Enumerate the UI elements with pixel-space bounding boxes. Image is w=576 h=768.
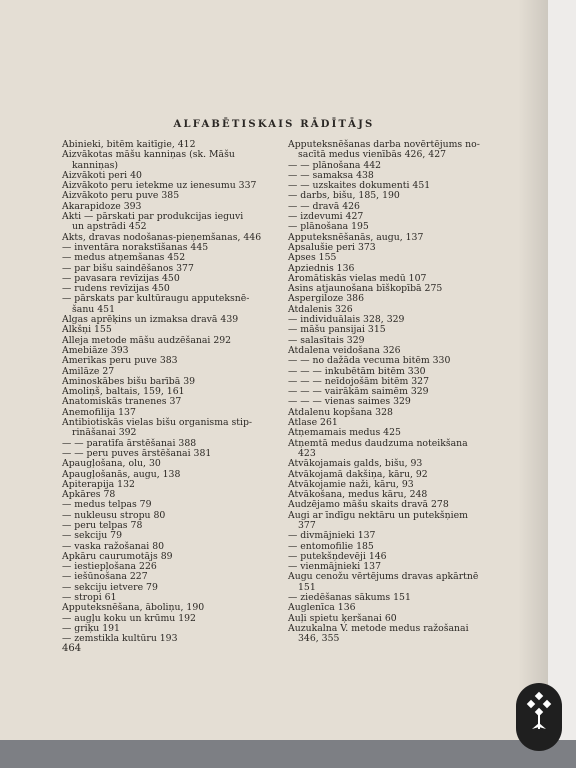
index-entry: 346, 355 — [298, 633, 340, 645]
index-entry: Amoliņš, baltais, 159, 161 — [62, 386, 185, 398]
index-entry: Atlase 261 — [288, 417, 338, 429]
index-entry: — — no dažāda vecuma bitēm 330 — [288, 355, 451, 367]
index-entry: — iešūnošana 227 — [62, 571, 148, 583]
index-entry: Apputeksnēšanās, augu, 137 — [288, 231, 424, 243]
index-entry: — nukleusu stropu 80 — [62, 509, 166, 521]
index-entry: — — paratīfa ārstēšanai 388 — [62, 437, 197, 449]
index-entry: — inventāra norakstīšanas 445 — [62, 241, 209, 253]
index-entry: Augu cenožu vērtējums dravas apkārtnē — [288, 571, 479, 583]
index-entry: Algas aprēķins un izmaksa dravā 439 — [62, 314, 239, 326]
index-entry: rināšanai 392 — [72, 427, 137, 439]
index-entry: Aizvākoto peru ietekme uz ienesumu 337 — [62, 180, 257, 192]
index-entry: Apziednis 136 — [288, 262, 355, 274]
index-entry: Anatomiskās tranenes 37 — [62, 396, 182, 408]
index-entry: Aizvākotas māšu kanniņas (sk. Māšu — [62, 149, 235, 161]
index-entry: Antibiotiskās vielas bišu organisma stip- — [62, 417, 253, 429]
index-entry: — salasītais 329 — [288, 334, 365, 346]
index-entry: Atvākošana, medus kāru, 248 — [288, 489, 428, 501]
index-entry: Atņemamais medus 425 — [288, 427, 401, 439]
index-entry: — — — neīdojošām bitēm 327 — [288, 375, 430, 387]
index-entry: — — — vairākām saimēm 329 — [288, 386, 429, 398]
index-entry: — — — inkubētām bitēm 330 — [288, 365, 426, 377]
index-entry: — — peru puves ārstēšanai 381 — [62, 447, 212, 459]
index-entry: — griķu 191 — [62, 622, 120, 634]
index-entry: Abinieki, bitēm kaitīgie, 412 — [62, 139, 196, 150]
index-entry: Atdalenis 326 — [288, 303, 353, 315]
index-entry: Apiterapija 132 — [62, 478, 135, 490]
index-entry: Akts, dravas nodošanas-pieņemšanas, 446 — [62, 231, 262, 243]
index-entry: Apsalušie peri 373 — [288, 241, 376, 253]
index-entry: — izdevumi 427 — [288, 211, 364, 223]
index-entry: — iestiepļošana 226 — [62, 561, 157, 573]
index-entry: Atvākojamā dakšiņa, kāru, 92 — [288, 468, 428, 480]
index-entry: 151 — [298, 581, 316, 593]
index-entry: — entomofilie 185 — [288, 540, 374, 552]
index-entry: Apaugļošana, olu, 30 — [62, 458, 161, 470]
index-entry: — ziedēšanas sākums 151 — [288, 592, 411, 604]
index-entry: Alleja metode māšu audzēšanai 292 — [62, 334, 232, 346]
index-entry: — peru telpas 78 — [62, 519, 143, 531]
index-entry: — putekšņdevēji 146 — [288, 550, 387, 562]
flower-logo-icon — [516, 683, 562, 751]
index-entry: — pārskats par kultūraugu apputeksnē- — [62, 293, 250, 305]
page-number: 464 — [62, 643, 82, 654]
index-entry: Atņemtā medus daudzuma noteikšana — [288, 437, 468, 449]
index-entry: Apaugļošanās, augu, 138 — [62, 468, 181, 480]
index-entry: Aizvākoto peru puve 385 — [62, 190, 180, 202]
index-entry: — par bišu saindēšanos 377 — [62, 262, 194, 274]
index-entry: Apkāru caurumotājs 89 — [62, 550, 173, 562]
index-column-right — [288, 140, 488, 645]
index-entry: Anemofilija 137 — [62, 406, 136, 418]
index-entry: Aminoskābes bišu barībā 39 — [62, 375, 196, 387]
index-column-left — [62, 140, 262, 645]
index-entry: Aromātiskās vielas medū 107 — [288, 272, 427, 284]
index-entry: Asins atjaunošana bīškopībā 275 — [288, 283, 443, 295]
index-entry: — sekciju ietvere 79 — [62, 581, 158, 593]
index-entry: Auļi spietu ķeršanai 60 — [288, 612, 397, 624]
index-entry: — — dravā 426 — [288, 200, 360, 212]
table-surface — [0, 740, 576, 768]
index-entry: — stropi 61 — [62, 592, 117, 604]
index-entry: — — plānošana 442 — [288, 159, 382, 171]
index-entry: — plānošana 195 — [288, 221, 369, 233]
index-entry: Aizvākoti peri 40 — [62, 169, 142, 181]
index-entry: — augļu koku un krūmu 192 — [62, 612, 196, 624]
index-entry: Auglenīca 136 — [288, 602, 356, 614]
index-entry: — medus telpas 79 — [62, 499, 152, 511]
index-entry: — — uzskaites dokumenti 451 — [288, 180, 431, 192]
index-entry: šanu 451 — [72, 303, 115, 315]
index-entry: Auzukalna V. metode medus ražošanai — [288, 622, 469, 634]
index-entry: Apses 155 — [288, 252, 337, 264]
index-entry: Akti — pārskati par produkcijas ieguvi — [62, 211, 244, 223]
index-entry: — rudens revīzijas 450 — [62, 283, 170, 295]
index-entry: Augi ar īndīgu nektāru un putekšņiem — [288, 509, 468, 521]
index-entry: un apstrādi 452 — [72, 221, 147, 233]
index-title: ALFABĒTISKAIS RĀDĪTĀJS — [173, 119, 375, 130]
index-entry: — medus atņemšanas 452 — [62, 252, 186, 264]
index-entry: 377 — [298, 519, 316, 531]
index-entry: Akarapidoze 393 — [62, 200, 142, 212]
index-entry: — māšu pansijai 315 — [288, 324, 386, 336]
index-entry: — individuālais 328, 329 — [288, 314, 405, 326]
index-entry: — sekciju 79 — [62, 530, 122, 542]
index-entry: Amebiāze 393 — [62, 344, 129, 356]
index-entry: Atdalena veidošana 326 — [288, 344, 401, 356]
index-entry: Apputeksnēšana, āboliņu, 190 — [62, 602, 205, 614]
index-entry: Aspergiloze 386 — [288, 293, 364, 305]
index-entry: Atvākojamie naži, kāru, 93 — [288, 478, 414, 490]
index-entry: Atdalenu kopšana 328 — [288, 406, 393, 418]
index-entry: Apkāres 78 — [62, 489, 116, 501]
index-entry: Audzējamo māšu skaits dravā 278 — [288, 499, 449, 511]
index-entry: — — samaksa 438 — [288, 169, 374, 181]
index-entry: — zemstikla kultūru 193 — [62, 633, 178, 645]
index-entry: — darbs, bišu, 185, 190 — [288, 190, 400, 202]
index-entry: Alkšņi 155 — [62, 324, 112, 336]
index-entry: Apputeksnēšanas darba novērtējums no- — [288, 139, 480, 150]
index-entry: — vienmājnieki 137 — [288, 561, 381, 573]
index-entry: Amerikas peru puve 383 — [62, 355, 178, 367]
index-entry: — vaska ražošanai 80 — [62, 540, 165, 552]
index-entry: sacītā medus vienībās 426, 427 — [298, 149, 447, 161]
index-entry: 423 — [298, 447, 316, 459]
index-entry: — divmājnieki 137 — [288, 530, 376, 542]
index-entry: — — — vienas saimes 329 — [288, 396, 411, 408]
next-page-edge — [548, 0, 576, 740]
index-entry: kanniņas) — [72, 159, 119, 171]
index-entry: — pavasara revīzijas 450 — [62, 272, 180, 284]
index-entry: Atvākojamais galds, bišu, 93 — [288, 458, 423, 470]
index-entry: Amilāze 27 — [62, 365, 115, 377]
watermark-logo — [516, 683, 562, 751]
